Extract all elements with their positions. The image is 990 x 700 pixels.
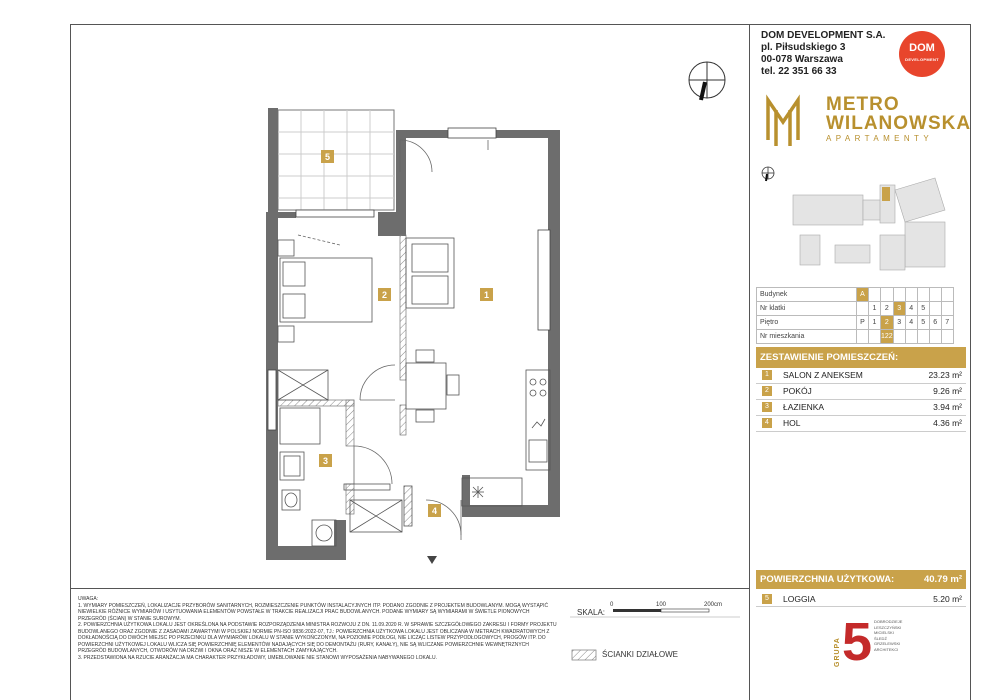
dom-development-logo: [899, 31, 945, 77]
entrance-marker-icon: [427, 556, 437, 564]
room-row: [756, 384, 966, 400]
legend-label: ŚCIANKI DZIAŁOWE: [602, 650, 679, 659]
room-area: 4.36 m²: [933, 418, 962, 428]
grupa-line: GRZELEWSKI: [874, 641, 901, 646]
room-label-4: 4: [431, 506, 438, 516]
kitchen-counter: [462, 370, 550, 506]
floor-cell: P: [857, 316, 869, 330]
room-number: 3: [762, 402, 772, 412]
room-row: [756, 368, 966, 384]
floor-cell: 6: [929, 316, 941, 330]
room-row: [756, 400, 966, 416]
company-city: 00-078 Warszawa: [761, 54, 843, 65]
grupa-line: MICIELSKI: [874, 630, 894, 635]
total-usable-area: [756, 570, 966, 589]
rooms-list: [756, 368, 966, 432]
company-phone: tel. 22 351 66 33: [761, 66, 837, 77]
loggia-area: 5.20 m²: [933, 594, 962, 604]
loggia-name: LOGGIA: [783, 594, 816, 604]
grupa5-architects-logo: [834, 612, 903, 685]
grupa-line: LESZCZYŃSKI: [874, 624, 902, 630]
floor-cell: 5: [917, 316, 929, 330]
dining-table-icon: [406, 350, 459, 422]
scale-tick: 200cm: [704, 602, 723, 608]
floor-cell: 3: [893, 316, 905, 330]
scale-tick: 100: [656, 602, 667, 608]
room-area: 9.26 m²: [933, 386, 962, 396]
room-label-3: 3: [322, 456, 329, 466]
room-label-5: 5: [324, 152, 331, 162]
project-name-line1: METRO: [826, 94, 900, 115]
loggia-row: [756, 592, 966, 607]
bathroom-fixtures: [278, 370, 412, 546]
room-number: 1: [762, 370, 772, 380]
apartment-label: Nr mieszkania: [757, 330, 857, 344]
loggia-number: 5: [762, 594, 772, 604]
room-name: ŁAZIENKA: [783, 402, 825, 412]
company-street: pl. Piłsudskiego 3: [761, 42, 846, 53]
room-name: SALON Z ANEKSEM: [783, 370, 863, 380]
total-label: POWIERZCHNIA UŻYTKOWA:: [760, 574, 895, 585]
stair-cell: 2: [881, 302, 894, 316]
project-name-line3: APARTAMENTY: [826, 134, 934, 143]
company-info: [761, 30, 885, 78]
note-item: 2. POWIERZCHNIA UŻYTKOWA LOKALU JEST OKREŚLONA NA PODSTAWIE ROZPORZĄDZENIA MINISTRA ROZWOJU Z DN. 11.09.2020 R. W SPRAWIE SZCZEGÓŁOWEGO ZAKRESU I FORMY PROJEKTU BUDOWLANEGO ORAZ ZGODNIE Z ZASADAMI ZAWARTYMI W POLSKIEJ NORMIE PN-ISO 9836:2022-07, TJ.: POWIERZCHNIA UŻYTKOWA LOKALU JEST OBLICZANA W METRACH KWADRATOWYCH Z DOKŁADNOŚCIĄ DO DWÓCH MIEJSC PO PRZECINKU DLA WYMIARÓW LOKALU W STANIE WYKOŃCZONYM, NA POZIOMIE PODŁOGI, NIE LICZĄC LISTEW PRZYPODŁOGOWYCH, PROGÓW ITP. DO POWIERZCHNI UŻYTKOWEJ LOKALU WLICZA SIĘ POWIERZCHNIĘ ELEMENTÓW NADAJĄCYCH SIĘ DO DEMONTAŻU (RURY, KANAŁY), NIE SĄ WLICZANE POWIERZCHNIE WEWNĘTRZNYCH PRZEGRÓD BUDOWLANYCH, OTWORÓW NA DRZWI I OKNA ORAZ NISZE W ELEMENTACH ZAMYKAJĄCYCH.: [78, 622, 557, 654]
building-label: Budynek: [757, 288, 857, 302]
room-number: 4: [762, 418, 772, 428]
room-row: [756, 416, 966, 432]
stair-cell: 1: [869, 302, 881, 316]
floor-label: Piętro: [757, 316, 857, 330]
note-item: 3. PRZEDSTAWIONA NA RZUCIE ARANŻACJA MA CHARAKTER PRZYKŁADOWY, UMEBLOWANIE NIE STANOWI WYPOSAŻENIA NABYWANEGO LOKALU.: [78, 654, 437, 661]
apartment-number: 122: [881, 330, 894, 344]
scale-tick: 0: [610, 602, 614, 608]
total-value: 40.79 m²: [923, 574, 962, 585]
partition-wall-swatch: [572, 650, 596, 660]
room-label-1: 1: [483, 290, 490, 300]
bed-icon: [278, 240, 372, 342]
notes-block: [78, 596, 558, 661]
stair-cell-selected: 3: [893, 302, 905, 316]
room-area: 3.94 m²: [933, 402, 962, 412]
north-arrow-icon: [689, 62, 725, 100]
dom-logo-subtext: DEVELOPMENT: [905, 57, 939, 62]
sofa-icon: [406, 238, 454, 308]
project-brand: [765, 94, 972, 150]
room-name: HOL: [783, 418, 801, 428]
company-name: DOM DEVELOPMENT S.A.: [761, 30, 886, 41]
mini-compass-icon: [762, 167, 774, 181]
project-name-line2: WILANOWSKA: [826, 113, 972, 134]
grupa-number: 5: [842, 612, 873, 672]
grupa-word: GRUPA: [834, 637, 841, 667]
dom-logo-text: DOM: [909, 42, 935, 54]
room-label-2: 2: [381, 290, 388, 300]
grupa-line: DOBRODZIEJE: [874, 619, 903, 624]
grupa-line: ARCHITEKCI: [874, 646, 899, 652]
stair-cell: 5: [917, 302, 929, 316]
interior-walls: [278, 235, 470, 514]
notes-title: UWAGA:: [78, 596, 99, 602]
room-number: 2: [762, 386, 772, 396]
stair-cell: 4: [905, 302, 917, 316]
doors: [298, 140, 488, 540]
exterior-walls: [266, 130, 560, 560]
building-key-plan: [793, 178, 945, 270]
floor-cell: 4: [905, 316, 917, 330]
scale-label: SKALA:: [577, 608, 606, 617]
room-name: POKÓJ: [783, 386, 812, 396]
stair-label: Nr klatki: [757, 302, 857, 316]
building-value: A: [857, 288, 869, 302]
grupa-line: ŚLEDŹ: [874, 635, 887, 641]
rooms-header: ZESTAWIENIE POMIESZCZEŃ:: [756, 347, 966, 368]
floor-cell-selected: 2: [881, 316, 894, 330]
unit-location-table: [756, 287, 954, 344]
room-area: 23.23 m²: [928, 370, 962, 380]
note-item: 1. WYMIARY POMIESZCZEŃ, LOKALIZACJE PRZYBORÓW SANITARNYCH, ROZMIESZCZENIE PUNKTÓW INSTALACYJNYCH ITP. PODANO ZGODNIE Z PROJEKTEM BUDOWLANYM. MOGĄ WYSTĄPIĆ NIEWIELKIE RÓŻNICE WYMIARÓW I USYTUOWANIA ELEMENTÓW POWSTAŁE W TRAKCIE REALIZACJI PRAC BUDOWLANYCH. PODANE WYMIARY SĄ WYMIARAMI W ŚWIETLE PIONOWYCH PRZEGRÓD (ŚCIAN) W STANIE SUROWYM.: [78, 602, 549, 622]
windows: [268, 128, 550, 430]
floor-cell: 1: [869, 316, 881, 330]
floor-cell: 7: [941, 316, 953, 330]
